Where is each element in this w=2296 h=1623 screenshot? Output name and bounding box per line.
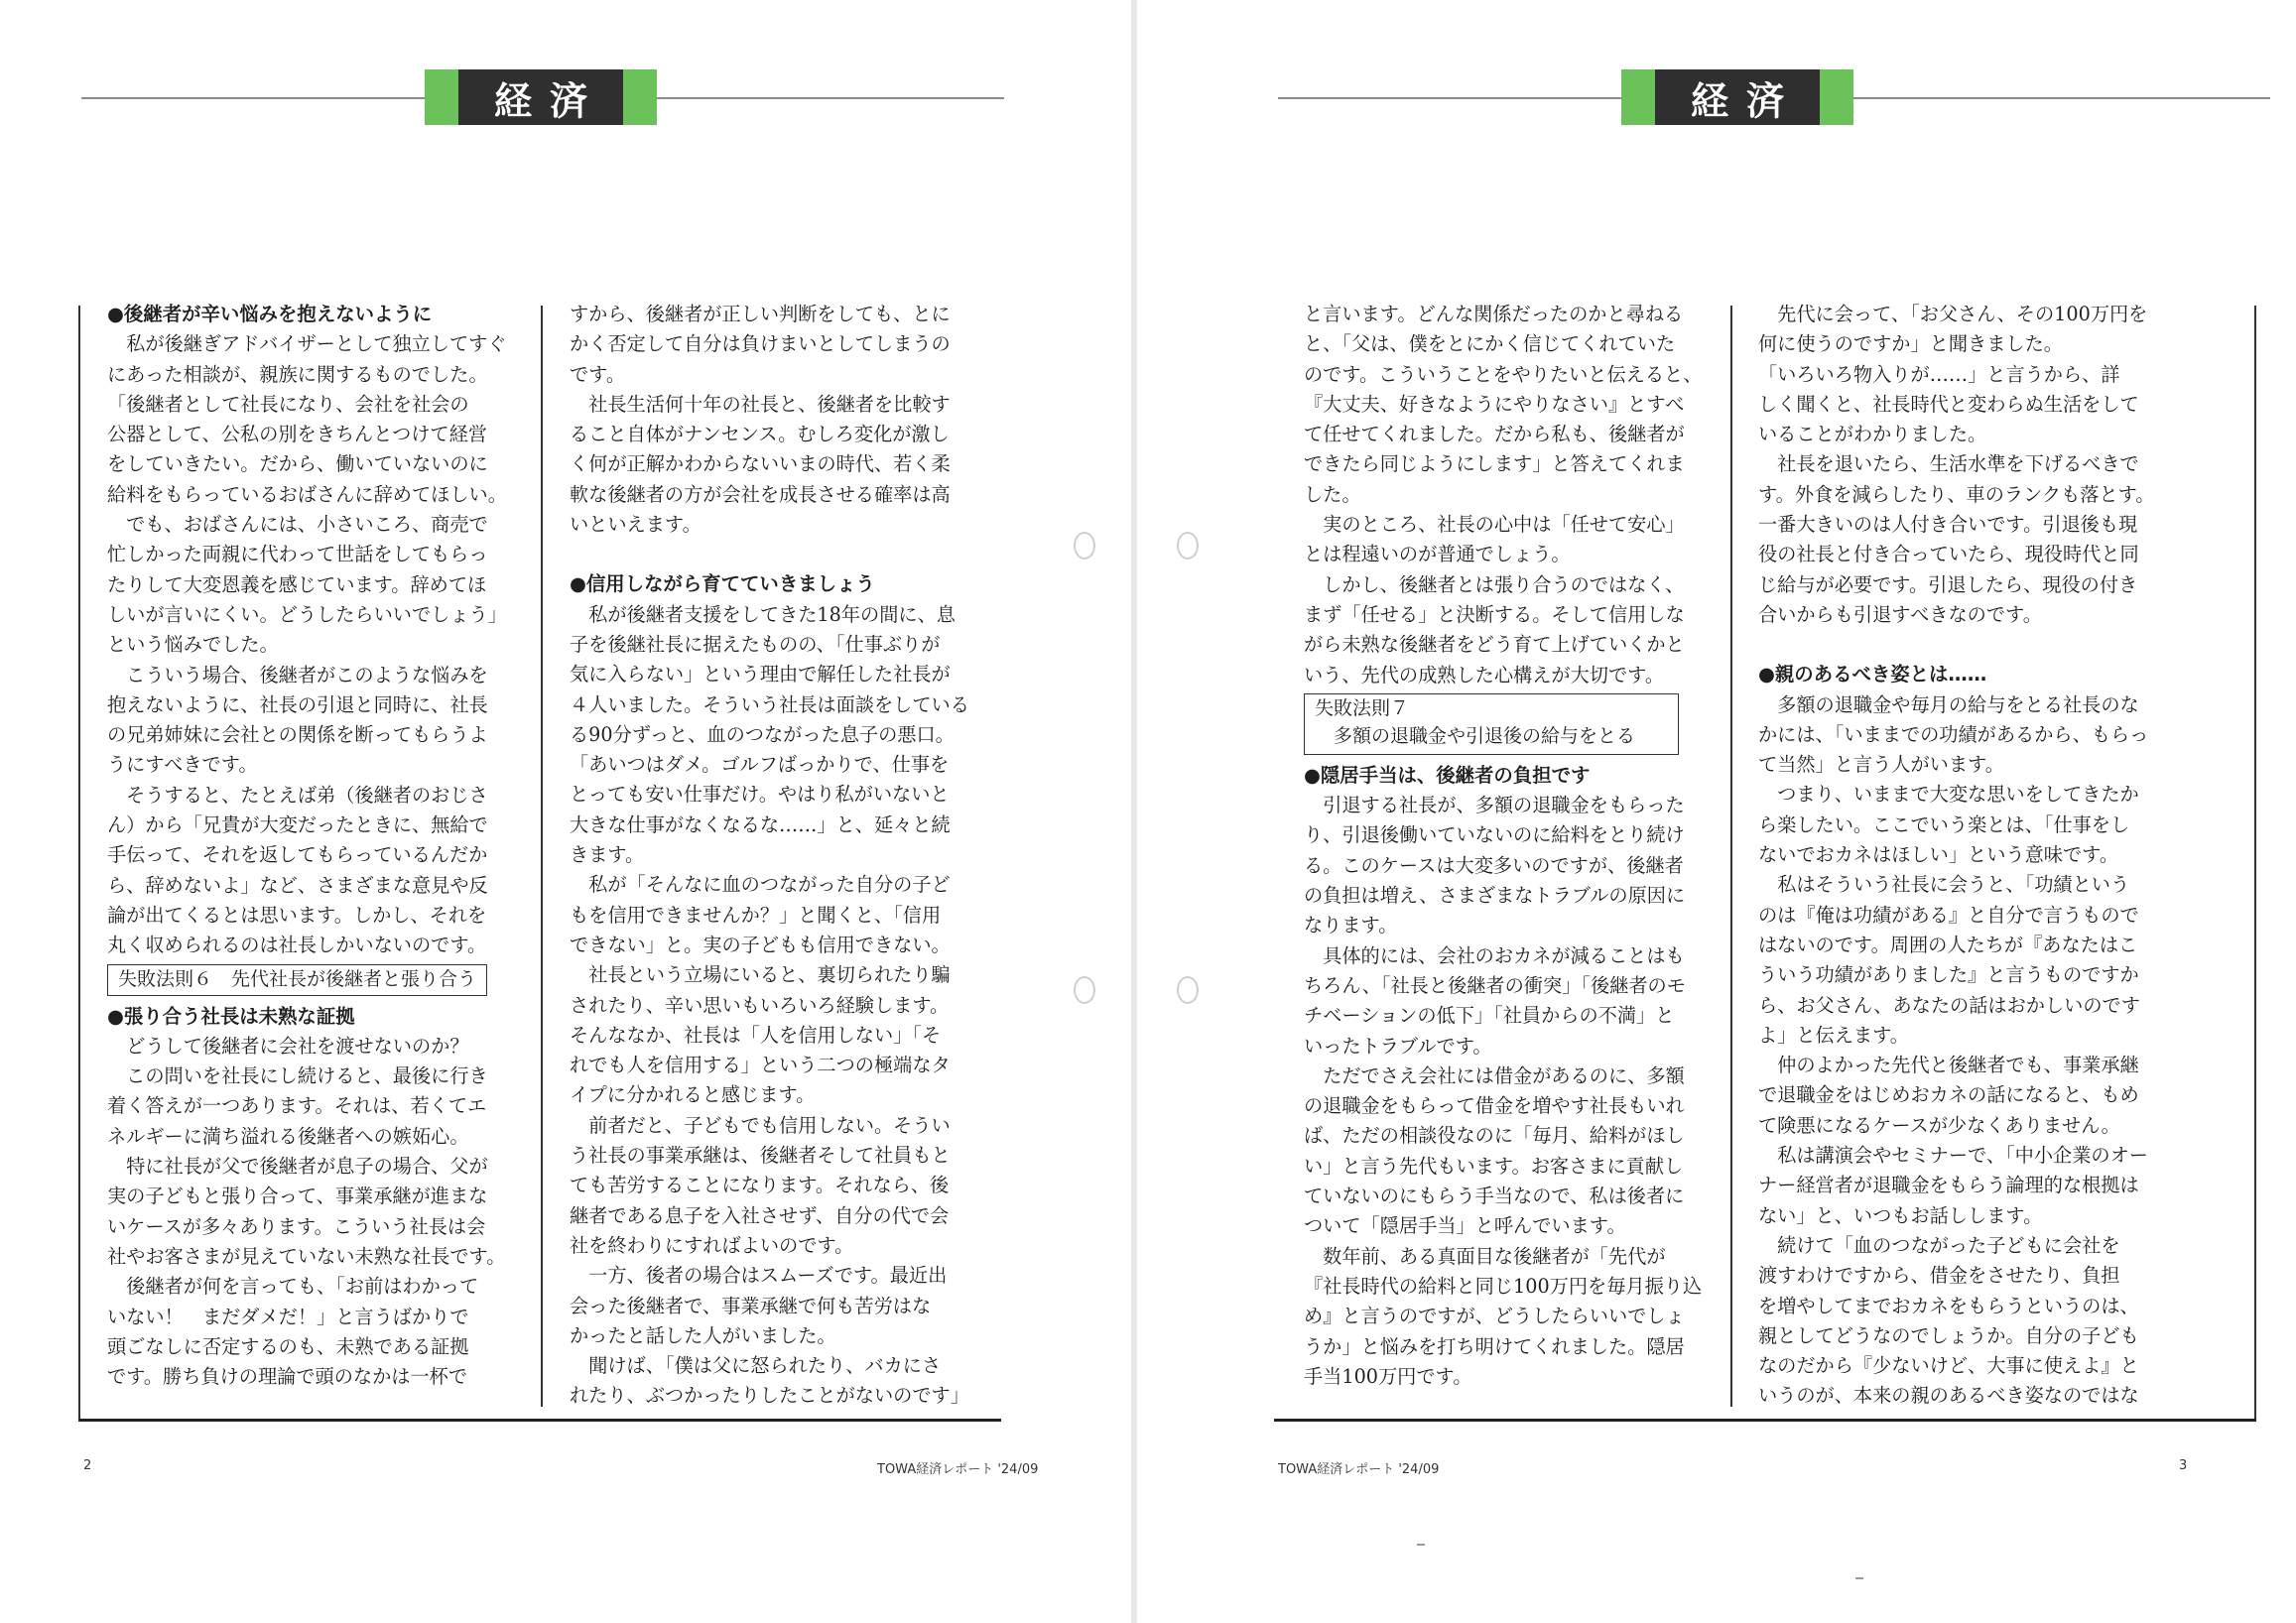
- body-text-line: で退職金をはじめおカネの話になると、もめ: [1758, 1083, 2139, 1107]
- body-text-line: れでも人を信用する」という二つの極端なタ: [570, 1054, 951, 1077]
- body-text-line: く何が正解かわからないいまの時代、若く柔: [570, 452, 951, 476]
- body-text-line: 手当100万円です。: [1304, 1364, 1472, 1388]
- body-text-line: 具体的には、会社のおカネが減ることはも: [1304, 943, 1685, 967]
- body-text-line: 「いろいろ物入りが……」と言うから、詳: [1758, 362, 2120, 386]
- article-column-1: [107, 300, 524, 1392]
- paragraph-gap: [570, 540, 986, 569]
- column-divider: [541, 306, 543, 1407]
- body-text-line: しかし、後継者とは張り合うのではなく、: [1304, 572, 1685, 596]
- body-text-line: 私はそういう社長に会うと、「功績という: [1758, 873, 2130, 897]
- body-text-line: と言います。どんな関係だったのかと尋ねる: [1304, 303, 1684, 325]
- body-text-line: 仲のよかった先代と後継者でも、事業承継: [1758, 1054, 2139, 1077]
- column-divider: [1730, 306, 1732, 1407]
- body-text-line: ん）から「兄貴が大変だったときに、無給で: [107, 813, 488, 837]
- body-text-line: ら、辞めないよ」など、さまざまな意見や反: [107, 873, 488, 897]
- body-text-line: です。勝ち負けの理論で頭のなかは一杯で: [107, 1365, 468, 1389]
- body-text-line: 『大丈夫、好きなようにやりなさい』とすべ: [1304, 392, 1685, 416]
- body-text-line: まず「任せる」と決断する。そして信用しな: [1304, 602, 1685, 626]
- body-text-line: うか」と悩みを打ち明けてくれました。隠居: [1304, 1334, 1685, 1358]
- body-text-line: ない」と、いつもお話しします。: [1758, 1203, 2043, 1227]
- body-text-line: こういう場合、後継者がこのような悩みを: [107, 663, 488, 687]
- scan-speck: [1417, 1544, 1425, 1546]
- body-text-line: どうして後継者に会社を渡せないのか？: [107, 1034, 469, 1058]
- body-text-line: 何に使うのですか」と聞きました。: [1758, 332, 2063, 356]
- body-text-line: ること自体がナンセンス。むしろ変化が激し: [570, 423, 950, 446]
- body-text-line: ただでさえ会社には借金があるのに、多額: [1304, 1063, 1685, 1087]
- body-text-line: 私が後継ぎアドバイザーとして独立してすぐ: [107, 332, 507, 356]
- paragraph-gap: [1758, 630, 2195, 660]
- body-text-line: かには、「いままでの功績があるから、もらっ: [1758, 722, 2149, 746]
- punch-hole: [1074, 976, 1095, 1004]
- body-text-line: 大きな仕事がなくなるな……」と、延々と続: [570, 812, 951, 836]
- body-text-line: いう、先代の成熟した心構えが大切です。: [1304, 663, 1665, 687]
- body-text-line: じ給与が必要です。引退したら、現役の付き: [1758, 572, 2138, 596]
- body-text-line: できたら同じようにします」と答えてくれま: [1304, 452, 1685, 476]
- body-text-line: め』と言うのですが、どうしたらいいでしょ: [1304, 1305, 1685, 1328]
- body-text-line: 着く答えが一つあります。それは、若くてエ: [107, 1094, 487, 1118]
- body-text-line: もを信用できませんか？」と聞くと、「信用: [570, 903, 942, 927]
- body-text-line: 給料をもらっているおばさんに辞めてほしい。: [107, 482, 507, 506]
- article-column-2: [1758, 300, 2195, 1412]
- body-text-line: 私は講演会やセミナーで、「中小企業のオー: [1758, 1144, 2148, 1168]
- body-text-line: 気に入らない」という理由で解任した社長が: [570, 663, 951, 687]
- body-text-line: ば、ただの相談役なのに「毎月、給料がほし: [1304, 1124, 1685, 1148]
- section-label: 経済: [458, 69, 623, 125]
- body-text-line: 実のところ、社長の心中は「任せて安心」: [1304, 513, 1685, 537]
- body-text-line: 実の子どもと張り合って、事業承継が進まな: [107, 1185, 488, 1208]
- body-text-line: チベーションの低下」「社員からの不満」と: [1304, 1004, 1675, 1028]
- body-text-line: 多額の退職金や毎月の給与をとる社長のな: [1758, 692, 2139, 716]
- body-text-line: 子を後継社長に据えたものの、「仕事ぶりが: [570, 632, 941, 656]
- body-text-line: ら楽したい。ここでいう楽とは、「仕事をし: [1758, 812, 2130, 836]
- body-text-line: 会った後継者で、事業承継で何も苦労はな: [570, 1294, 932, 1317]
- body-text-line: がら未熟な後継者をどう育て上げていくかと: [1304, 633, 1685, 657]
- body-text-line: 一番大きいのは人付き合いです。引退後も現: [1758, 513, 2138, 537]
- article-column-2: [570, 300, 986, 1412]
- body-text-line: ら、お父さん、あなたの話はおかしいのです: [1758, 993, 2140, 1017]
- scan-speck: [1855, 1577, 1863, 1579]
- section-heading: ●張り合う社長は未熟な証拠: [107, 1004, 355, 1028]
- body-text-line: 一方、後者の場合はスムーズです。最近出: [570, 1264, 948, 1288]
- body-text-line: 続けて「血のつながった子どもに会社を: [1758, 1233, 2120, 1257]
- body-text-line: ついて「隠居手当」と呼んでいます。: [1304, 1214, 1626, 1238]
- body-text-line: 「あいつはダメ。ゴルフばっかりで、仕事を: [570, 753, 950, 777]
- section-heading: ●信用しながら育てていきましょう: [570, 572, 875, 596]
- body-text-line: ないでおカネはほしい」という意味です。: [1758, 843, 2119, 867]
- body-text-line: 先代に会って、「お父さん、その100万円を: [1758, 303, 2148, 325]
- body-text-line: 忙しかった両親に代わって世話をしてもらっ: [107, 543, 488, 566]
- body-text-line: いない！ まだダメだ！」と言うばかりで: [107, 1305, 469, 1328]
- body-text-line: る。このケースは大変多いのですが、後継者: [1304, 853, 1684, 877]
- body-text-line: とは程遠いのが普通でしょう。: [1304, 543, 1571, 566]
- body-text-line: いケースが多々あります。こういう社長は会: [107, 1214, 486, 1238]
- failure-rule-box: [1304, 693, 1679, 755]
- body-text-line: ４人いました。そういう社長は面談をしている: [570, 692, 969, 716]
- body-text-line: きます。: [570, 843, 645, 867]
- footer-publication: TOWA経済レポート '24/09: [877, 1462, 1039, 1477]
- body-text-line: なります。: [1304, 914, 1398, 937]
- body-text-line: ちろん、「社長と後継者の衝突」「後継者のモ: [1304, 973, 1686, 997]
- body-text-line: でも、おばさんには、小さいころ、商売で: [107, 513, 488, 537]
- body-text-line: 合いからも引退すべきなのです。: [1758, 602, 2042, 626]
- body-text-line: いることがわかりました。: [1758, 423, 1987, 446]
- body-text-line: 前者だと、子どもでも信用しない。そうい: [570, 1113, 951, 1137]
- body-text-line: 丸く収められるのは社長しかいないのです。: [107, 934, 487, 957]
- body-text-line: の兄弟姉妹に会社との関係を断ってもらうよ: [107, 723, 488, 747]
- body-text-line: と、「父は、僕をとにかく信じてくれていた: [1304, 332, 1676, 356]
- section-tab: [425, 69, 657, 125]
- body-text-line: した。: [1304, 482, 1361, 506]
- body-text-line: かったと話した人がいました。: [570, 1323, 836, 1347]
- body-text-line: 特に社長が父で後継者が息子の場合、父が: [107, 1155, 488, 1179]
- body-text-line: の退職金をもらって借金を増やす社長もいれ: [1304, 1094, 1685, 1118]
- body-text-line: 継者である息子を入社させず、自分の代で会: [570, 1203, 950, 1227]
- body-text-line: い」と言う先代もいます。お客さまに貢献し: [1304, 1154, 1684, 1178]
- body-text-line: そんななか、社長は「人を信用しない」「そ: [570, 1023, 942, 1047]
- left-page: [0, 0, 1131, 1623]
- body-text-line: 私が後継者支援をしてきた18年の間に、息: [570, 602, 956, 626]
- body-text-line: ナー経営者が退職金をもらう論理的な根拠は: [1758, 1174, 2139, 1197]
- body-text-line: いといえます。: [570, 513, 702, 537]
- body-text-line: 社長という立場にいると、裏切られたり騙: [570, 963, 951, 987]
- body-text-line: 軟な後継者の方が会社を成長させる確率は高: [570, 482, 951, 506]
- page-number: 2: [83, 1458, 92, 1473]
- body-text-line: の負担は増え、さまざまなトラブルの原因に: [1304, 884, 1686, 908]
- body-text-line: 社を終わりにすればよいのです。: [570, 1233, 854, 1257]
- body-text-line: る90分ずっと、血のつながった息子の悪口。: [570, 722, 955, 746]
- body-text-line: とっても安い仕事だけ。やはり私がいないと: [570, 783, 950, 807]
- body-text-line: 『社長時代の給料と同じ100万円を毎月振り込: [1304, 1274, 1703, 1298]
- body-text-line: う社長の事業承継は、後継者そして社員もと: [570, 1144, 951, 1168]
- punch-hole: [1177, 532, 1199, 560]
- body-text-line: 私が「そんなに血のつながった自分の子ど: [570, 873, 951, 897]
- body-text-line: れたり、ぶつかったりしたことがないのです」: [570, 1384, 969, 1408]
- body-text-line: いうのが、本来の親のあるべき姿なのではな: [1758, 1384, 2139, 1408]
- body-text-line: 手伝って、それを返してもらっているんだか: [107, 843, 488, 867]
- body-text-line: 後継者が何を言っても、「お前はわかって: [107, 1275, 479, 1299]
- body-text-line: できない」と。実の子どもも信用できない。: [570, 933, 951, 956]
- failure-rule-title: 多額の退職金や引退後の給与をとる: [1315, 724, 1636, 747]
- page-margin-rule: [2254, 306, 2256, 1419]
- body-text-line: て任せてくれました。だから私も、後継者が: [1304, 423, 1685, 446]
- body-text-line: つまり、いままで大変な思いをしてきたか: [1758, 783, 2139, 807]
- section-tab: [1621, 69, 1853, 125]
- right-page: [1137, 0, 2296, 1623]
- body-text-line: をしていきたい。だから、働いていないのに: [107, 452, 488, 476]
- footer-publication: TOWA経済レポート '24/09: [1278, 1462, 1440, 1477]
- body-text-line: ていないのにもらう手当なので、私は後者に: [1304, 1185, 1685, 1208]
- body-text-line: いったトラブルです。: [1304, 1034, 1492, 1058]
- section-heading: ●親のあるべき姿とは……: [1758, 663, 1987, 687]
- body-text-line: 社長を退いたら、生活水準を下げるべきで: [1758, 452, 2139, 476]
- footer-rule: [78, 1419, 1001, 1422]
- body-text-line: 社長生活何十年の社長と、後継者を比較す: [570, 392, 951, 416]
- body-text-line: 社やお客さまが見えていない未熟な社長です。: [107, 1244, 506, 1268]
- body-text-line: ういう功績がありました』と言うものですか: [1758, 963, 2139, 987]
- body-text-line: しく聞くと、社長時代と変わらぬ生活をして: [1758, 392, 2139, 416]
- punch-hole: [1177, 976, 1199, 1004]
- punch-hole: [1074, 532, 1095, 560]
- body-text-line: 聞けば、「僕は父に怒られたり、バカにさ: [570, 1354, 942, 1378]
- body-text-line: です。: [570, 362, 626, 386]
- body-text-line: この問いを社長にし続けると、最後に行き: [107, 1064, 488, 1088]
- body-text-line: されたり、辛い思いもいろいろ経験します。: [570, 993, 950, 1017]
- body-text-line: にあった相談が、親族に関するものでした。: [107, 362, 488, 386]
- body-text-line: という悩みでした。: [107, 633, 279, 657]
- body-text-line: 渡すわけですから、借金をさせたり、負担: [1758, 1264, 2120, 1288]
- body-text-line: 公器として、公私の別をきちんとつけて経営: [107, 423, 487, 446]
- body-text-line: うにすべきです。: [107, 753, 258, 777]
- body-text-line: 「後継者として社長になり、会社を社会の: [107, 392, 469, 416]
- body-text-line: て当然」と言う人がいます。: [1758, 753, 2004, 777]
- article-column-1: [1304, 300, 1740, 1392]
- body-text-line: たりして大変恩義を感じています。辞めてほ: [107, 572, 487, 596]
- body-text-line: イプに分かれると感じます。: [570, 1083, 816, 1107]
- body-text-line: よ」と伝えます。: [1758, 1023, 1909, 1047]
- section-label: 経済: [1655, 69, 1820, 125]
- page-margin-rule: [78, 306, 80, 1419]
- section-heading: ●後継者が辛い悩みを抱えないように: [107, 303, 433, 325]
- body-text-line: 頭ごなしに否定するのも、未熟である証拠: [107, 1334, 469, 1358]
- body-text-line: ても苦労することになります。それなら、後: [570, 1174, 950, 1197]
- failure-rule-box: 失敗法則６ 先代社長が後継者と張り合う: [107, 964, 487, 996]
- body-text-line: のは『俺は功績がある』と自分で言うもので: [1758, 903, 2139, 927]
- body-text-line: 親としてどうなのでしょうか。自分の子ども: [1758, 1323, 2139, 1347]
- body-text-line: 論が出てくるとは思います。しかし、それを: [107, 903, 487, 927]
- page-number: 3: [2179, 1458, 2188, 1473]
- body-text-line: ネルギーに満ち溢れる後継者への嫉妬心。: [107, 1124, 469, 1148]
- failure-rule-number: 失敗法則７: [1315, 696, 1410, 719]
- body-text-line: のです。こういうことをやりたいと伝えると、: [1304, 362, 1703, 386]
- body-text-line: り、引退後働いていないのに給料をとり続け: [1304, 823, 1685, 847]
- footer-rule: [1274, 1419, 2256, 1422]
- body-text-line: なのだから『少ないけど、大事に使えよ』と: [1758, 1354, 2139, 1378]
- body-text-line: そうすると、たとえば弟（後継者のおじさ: [107, 783, 488, 807]
- body-text-line: て険悪になるケースが少なくありません。: [1758, 1113, 2120, 1137]
- body-text-line: 引退する社長が、多額の退職金をもらった: [1304, 794, 1685, 817]
- body-text-line: す。外食を減らしたり、車のランクも落とす。: [1758, 482, 2155, 506]
- body-text-line: かく否定して自分は負けまいとしてしまうの: [570, 332, 951, 356]
- body-text-line: 役の社長と付き合っていたら、現役時代と同: [1758, 543, 2139, 566]
- body-text-line: はないのです。周囲の人たちが『あなたはこ: [1758, 933, 2138, 956]
- section-heading: ●隠居手当は、後継者の負担です: [1304, 763, 1591, 787]
- body-text-line: すから、後継者が正しい判断をしても、とに: [570, 303, 951, 325]
- body-text-line: 数年前、ある真面目な後継者が「先代が: [1304, 1244, 1666, 1268]
- body-text-line: を増やしてまでおカネをもらうというのは、: [1758, 1294, 2139, 1317]
- body-text-line: 抱えないように、社長の引退と同時に、社長: [107, 692, 488, 716]
- body-text-line: しいが言いにくい。どうしたらいいでしょう」: [107, 602, 507, 626]
